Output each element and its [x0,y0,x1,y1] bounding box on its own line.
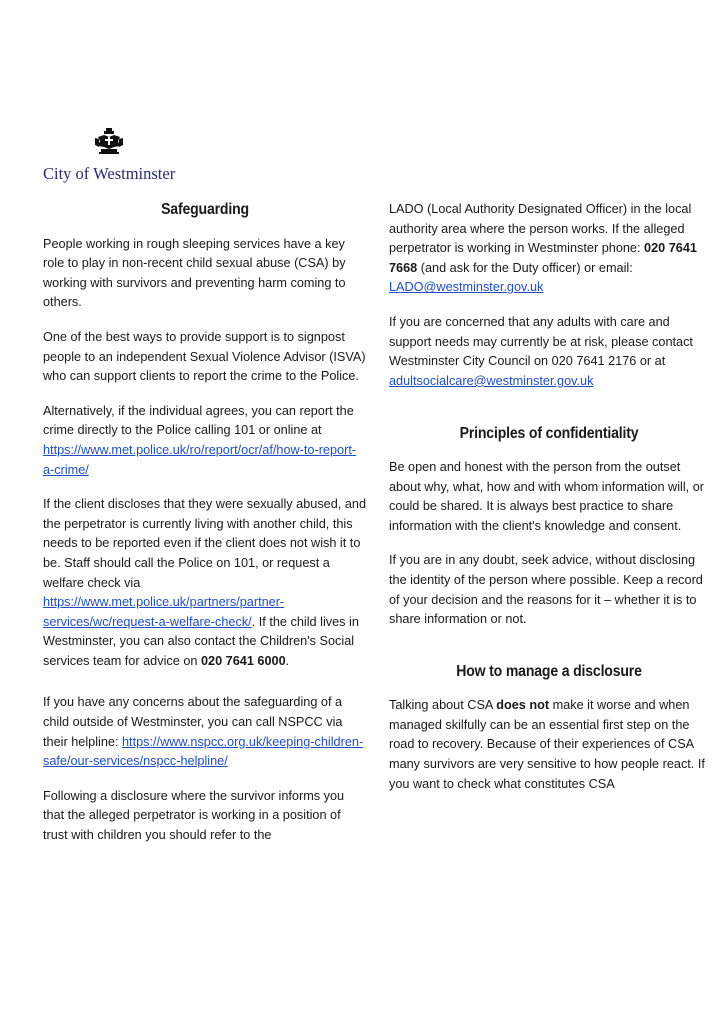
text: Alternatively, if the individual agrees, you can report the crime directly to the Police calling 101 or online at [43,403,354,438]
text: Talking about CSA [389,698,497,713]
text: . [285,653,290,668]
safeguarding-paragraph-4 [43,495,367,671]
text: . If the child lives in Westminster, you can also contact the Children's Social services team for advice on [43,614,359,668]
safeguarding-paragraph-3 [43,402,367,480]
confidentiality-paragraph-1: Be open and honest with the person from the outset about why, what, how and with whom information will, or could be shared. It is always best practice to share information with the client's knowledge and consent. [389,459,704,533]
adult-social-care-email-link[interactable]: adultsocialcare@westminster.gov.uk [389,373,594,388]
text: make it worse and when managed skilfully can be an essential first step on the road to recovery. Because of their experiences of CSA many survivors are very sensitive to how people react. If you want to check what constitutes CSA [389,698,705,791]
text: (and ask for the Duty officer) or email: [417,260,633,275]
adults-paragraph [389,313,709,391]
org-name: City of Westminster [43,164,176,183]
lado-phone: 020 7641 7668 [389,241,697,275]
text: LADO (Local Authority Designated Officer) in the local authority area where the person works. If the alleged perpetrator is working in Westminster phone: [389,202,692,256]
disclosure-paragraph-1 [389,696,709,794]
disclosure-heading: How to manage a disclosure [456,662,642,680]
safeguarding-paragraph-5 [43,693,367,771]
lado-email-link[interactable]: LADO@westminster.gov.uk [389,280,544,295]
does-not-emphasis: does not [496,698,550,713]
crest-icon [95,128,123,154]
childrens-services-phone: 020 7641 6000 [200,653,286,668]
nspcc-helpline-link[interactable]: https://www.nspcc.org.uk/keeping-children-safe/our-services/nspcc-helpline/ [43,734,364,769]
welfare-check-link[interactable]: https://www.met.police.uk/partners/partner-services/wc/request-a-welfare-check/ [43,595,285,629]
lado-paragraph [389,200,709,298]
text: If the client discloses that they were sexually abused, and the perpetrator is currently living with another child, this needs to be reported even if the client does not wish it to be. Staff should call the Police on 101, or request a welfare check via [43,497,367,590]
safeguarding-heading: Safeguarding [161,201,249,218]
safeguarding-paragraph-1: People working in rough sleeping services have a key role to play in non-recent child sexual abuse (CSA) by working with survivors and preventing harm coming to others. [43,236,346,310]
text: If you are concerned that any adults with care and support needs may currently be at risk, please contact Westminster City Council on 020 7641 2176 or at [389,314,693,369]
police-report-link[interactable]: https://www.met.police.uk/ro/report/ocr/af/how-to-report-a-crime/ [43,442,357,477]
right-column [389,200,709,809]
confidentiality-paragraph-2: If you are in any doubt, seek advice, without disclosing the identity of the person where possible. Keep a record of your decision and the reasons for it – whether it is to share information or not. [389,553,703,627]
safeguarding-paragraph-2: One of the best ways to provide support is to signpost people to an independent Sexual Violence Advisor (ISVA) who can support clients to report the crime to the Police. [43,329,366,384]
safeguarding-paragraph-6: Following a disclosure where the survivor informs you that the alleged perpetrator is working in a position of trust with children you should refer to the [43,788,345,843]
left-column [43,200,367,861]
confidentiality-heading: Principles of confidentiality [459,425,639,443]
text: If you have any concerns about the safeguarding of a child outside of Westminster, you can call NSPCC via their helpline: [43,695,343,749]
